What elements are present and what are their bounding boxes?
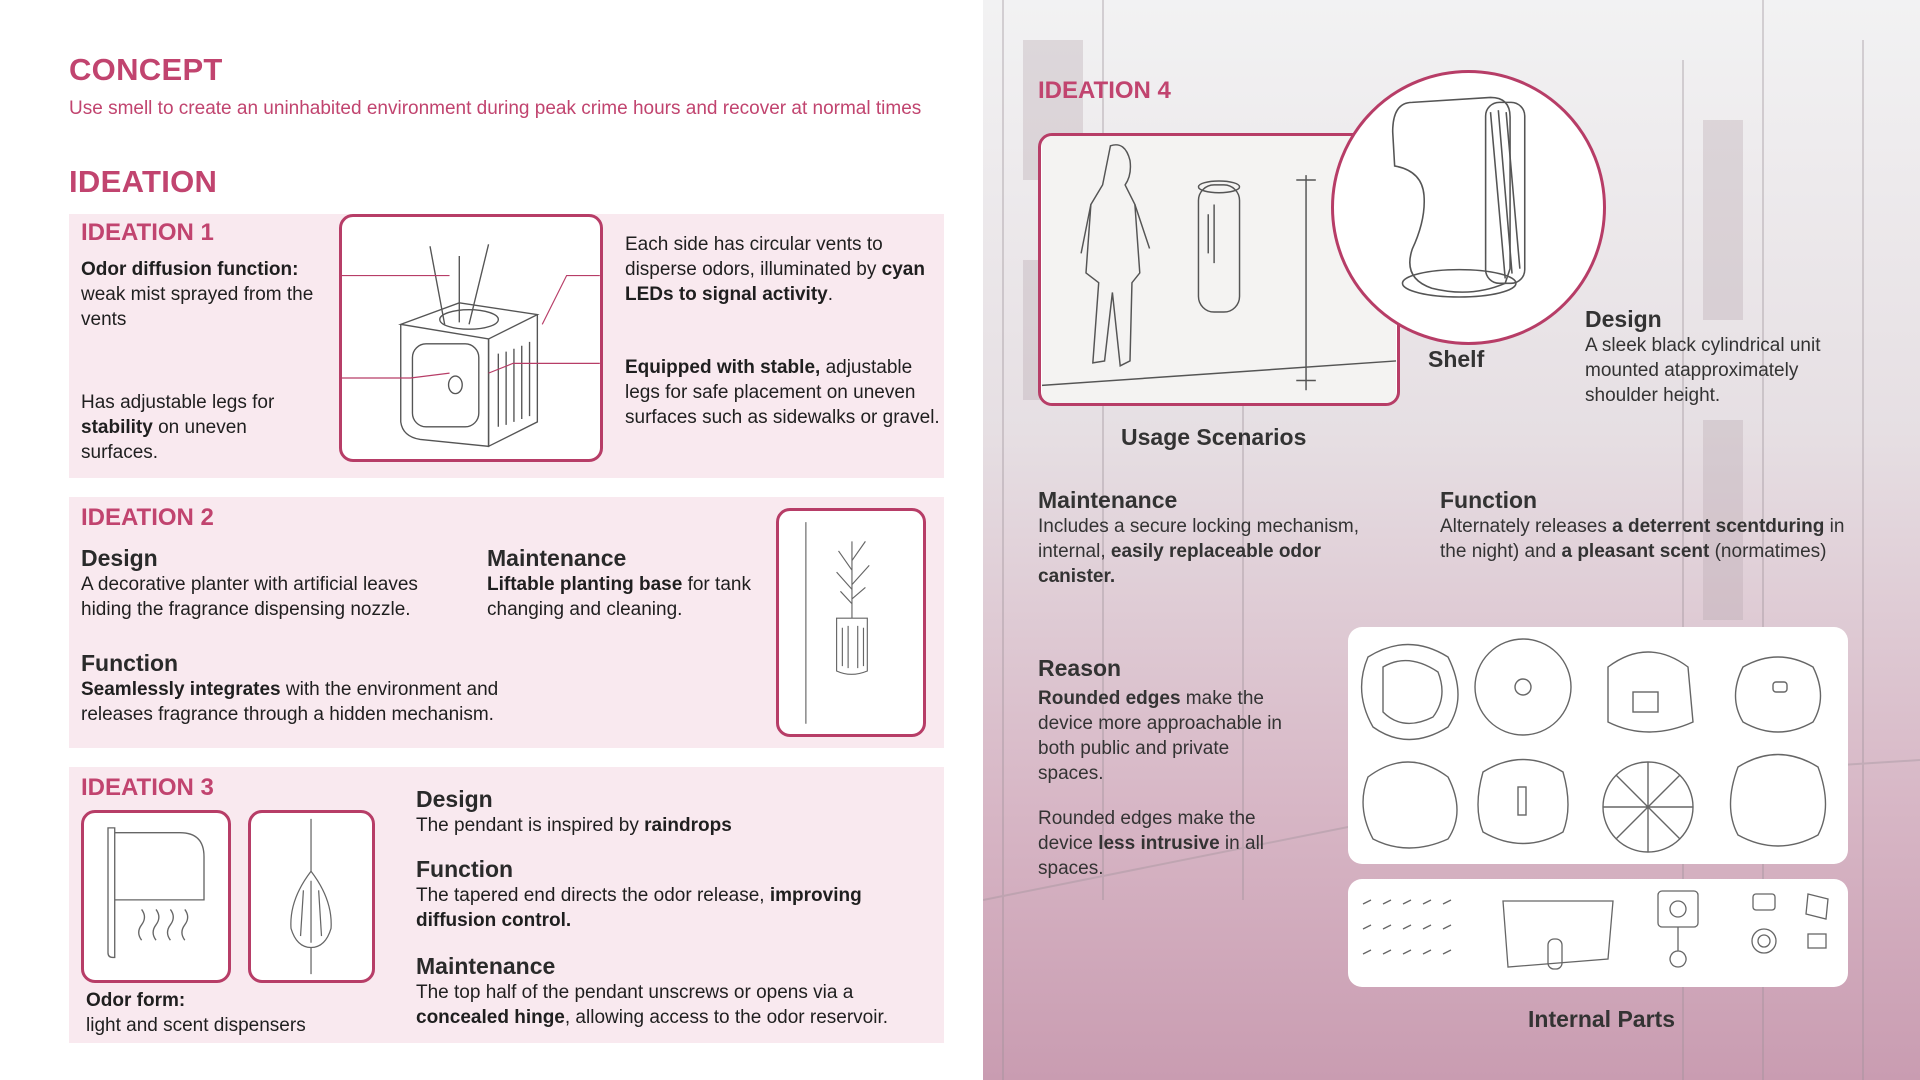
ideation1-vents-text — [625, 232, 930, 307]
reason-text-2 — [1038, 806, 1298, 881]
ideation3-maintenance-title: Maintenance — [416, 953, 556, 979]
ideation1-odor-bold: Odor diffusion function: — [81, 259, 299, 280]
reason1-post: make the device more approachable in both public and private spaces. — [1038, 688, 1282, 784]
ideation3-title: IDEATION 3 — [81, 774, 214, 801]
cube-diffuser-sketch-icon — [339, 214, 603, 462]
ideation4-maintenance-title: Maintenance — [1038, 487, 1178, 513]
ideation3-odor-form-title: Odor form: — [86, 990, 186, 1011]
ideation4-function-text — [1440, 514, 1860, 564]
ideation1-legs-text — [81, 390, 311, 465]
usage-scenarios-label: Usage Scenarios — [1121, 424, 1307, 450]
ideation1-stable-post: adjustable legs for safe placement on uneven surfaces such as sidewalks or gravel. — [625, 357, 940, 428]
planter-sketch-icon — [776, 508, 926, 737]
concept-subtitle: Use smell to create an uninhabited environment during peak crime hours and recover at normal times — [69, 98, 922, 119]
internal-parts-sketch-icon — [1348, 879, 1848, 987]
ideation3-design-text — [416, 813, 916, 838]
ideation3-maintenance-text — [416, 980, 926, 1030]
ideation3-maintenance-bold: concealed hinge — [416, 1007, 565, 1028]
internal-parts-label: Internal Parts — [1528, 1006, 1675, 1032]
ideation4-function-bold1: a deterrent scentduring — [1612, 516, 1825, 537]
ideation3-function-title: Function — [416, 856, 514, 882]
concept-title: CONCEPT — [69, 52, 223, 87]
reason-text-1 — [1038, 686, 1298, 786]
ideation2-function-bold: Seamlessly integrates — [81, 679, 281, 700]
pendant-sketch-icon — [248, 810, 375, 983]
ideation1-vents-bold: cyan LEDs to signal activity — [625, 259, 925, 305]
ideation2-maintenance-title: Maintenance — [487, 545, 627, 571]
ideation3-function-pre: The tapered end directs the odor release, — [416, 885, 770, 906]
ideation-heading: IDEATION — [69, 164, 218, 199]
ideation4-design-text: A sleek black cylindrical unit mounted atapproximately shoulder height. — [1585, 335, 1821, 406]
ideation4-maintenance-bold: easily replaceable odor canister. — [1038, 541, 1322, 587]
reason-title: Reason — [1038, 655, 1122, 681]
ideation4-design-title: Design — [1585, 306, 1662, 332]
ideation2-maintenance-post: for tank changing and cleaning. — [487, 574, 751, 620]
ideation1-vents-post: . — [827, 284, 834, 305]
ideation3-function-text — [416, 883, 916, 933]
ideation4-function-mid: in the night) and — [1440, 516, 1845, 562]
ideation1-vents-pre: Each side has circular vents to disperse odors, illuminated by — [625, 234, 883, 280]
ideation3-design-bold: raindrops — [644, 815, 732, 836]
ideation1-odor-desc: weak mist sprayed from the vents — [81, 284, 314, 330]
ideation3-odor-form-text: light and scent dispensers — [86, 1015, 306, 1036]
ideation1-stable-bold: Equipped with stable, — [625, 357, 821, 378]
ideation4-function-bold2: a pleasant scent — [1561, 541, 1710, 562]
ideation4-function-post: (normatimes) — [1709, 541, 1827, 562]
reason1-bold: Rounded edges — [1038, 688, 1181, 709]
prototype-sketches-icon — [1348, 627, 1848, 864]
ideation1-legs-pre: Has adjustable legs for — [81, 392, 275, 413]
ideation1-stable-text — [625, 355, 940, 430]
wall-lamp-sketch-icon — [81, 810, 231, 983]
ideation4-title: IDEATION 4 — [1038, 77, 1171, 104]
reason2-bold: less intrusive — [1098, 833, 1220, 854]
ideation2-function-title: Function — [81, 650, 179, 676]
ideation2-maintenance-bold: Liftable planting base — [487, 574, 683, 595]
reason2-post: in all spaces. — [1038, 833, 1265, 879]
ideation2-function-text — [81, 677, 551, 727]
ideation1-odor-text — [81, 257, 321, 332]
ideation3-odor-form — [86, 988, 346, 1038]
ideation1-legs-post: on uneven surfaces. — [81, 417, 247, 463]
ideation3-design-pre: The pendant is inspired by — [416, 815, 645, 836]
ideation4-maintenance-pre: Includes a secure locking mechanism, internal, — [1038, 516, 1360, 562]
ideation4-function-title: Function — [1440, 487, 1538, 513]
reason2-pre: Rounded edges make the device — [1038, 808, 1256, 854]
shelf-label: Shelf — [1428, 346, 1485, 372]
ideation4-function-pre: Alternately releases — [1440, 516, 1613, 537]
ideation1-title: IDEATION 1 — [81, 219, 214, 246]
ideation3-maintenance-post: , allowing access to the odor reservoir. — [564, 1007, 889, 1028]
ideation1-legs-bold: stability — [81, 417, 153, 438]
ideation2-title: IDEATION 2 — [81, 504, 214, 531]
ideation2-function-post: with the environment and releases fragrance through a hidden mechanism. — [81, 679, 499, 725]
ideation2-design-title: Design — [81, 545, 158, 571]
shelf-sketch-icon — [1331, 70, 1606, 345]
ideation3-maintenance-pre: The top half of the pendant unscrews or opens via a — [416, 982, 854, 1003]
ideation4-maintenance-text — [1038, 514, 1398, 589]
ideation2-maintenance-text — [487, 572, 757, 622]
ideation2-design-text: A decorative planter with artificial leaves hiding the fragrance dispensing nozzle. — [81, 574, 418, 620]
ideation3-function-bold: improving diffusion control. — [416, 885, 862, 931]
ideation3-design-title: Design — [416, 786, 493, 812]
